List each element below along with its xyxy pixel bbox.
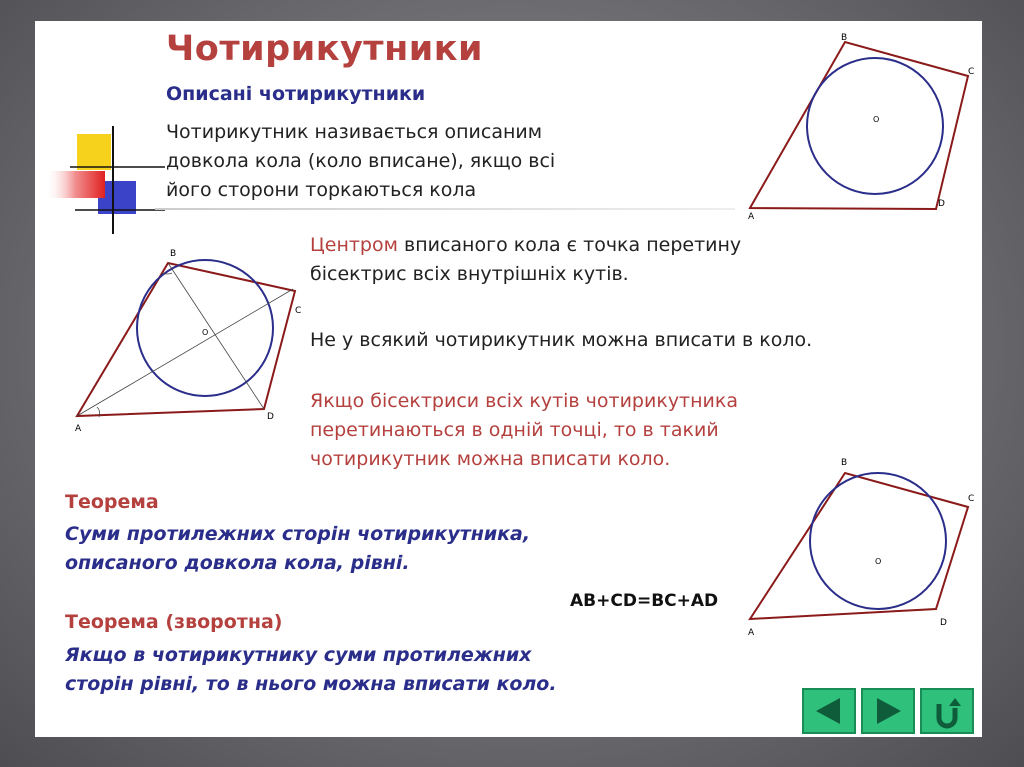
label-o: O: [875, 557, 882, 566]
forward-icon: [863, 690, 913, 732]
back-icon: [804, 690, 854, 732]
label-b: B: [170, 249, 177, 259]
label-o: O: [202, 328, 209, 337]
quadrilateral-figure-bisectors: [65, 241, 315, 441]
definition-text: [166, 118, 555, 205]
forward-button[interactable]: [861, 688, 915, 734]
return-icon: [922, 690, 972, 732]
label-b: B: [841, 458, 848, 468]
label-b: B: [841, 33, 848, 43]
quadrilateral-figure-bottom: [738, 451, 978, 641]
label-c: C: [968, 494, 975, 504]
theorem-heading: Теорема: [65, 491, 159, 513]
label-d: D: [267, 412, 274, 422]
label-a: A: [748, 628, 755, 638]
label-c: C: [968, 67, 975, 77]
theorem-line: сторін рівні, то в нього можна вписати коло.: [65, 673, 557, 695]
condition-line: Якщо бісектриси всіх кутів чотирикутника: [310, 390, 739, 412]
label-d: D: [940, 618, 947, 628]
condition-text: [310, 387, 738, 474]
center-term: Центром: [310, 234, 398, 256]
slide: [35, 21, 982, 737]
theorem-line: Суми протилежних сторін чотирикутника,: [65, 523, 531, 545]
converse-theorem-heading: Теорема (зворотна): [65, 611, 283, 633]
theorem-line: описаного довкола кола, рівні.: [65, 552, 410, 574]
definition-line: довкола кола (коло вписане), якщо всі: [166, 150, 556, 172]
label-c: C: [295, 306, 302, 316]
definition-line: його сторони торкаються кола: [166, 179, 477, 201]
return-button[interactable]: [920, 688, 974, 734]
decorative-squares-icon: [40, 126, 170, 236]
condition-line: перетинаються в одній точці, то в такий: [310, 419, 719, 441]
divider: [155, 208, 735, 210]
formula: AB+CD=BC+AD: [570, 591, 719, 611]
center-rest: вписаного кола є точка перетину: [397, 234, 742, 256]
theorem-line: Якщо в чотирикутнику суми протилежних: [65, 644, 532, 666]
label-a: A: [75, 424, 82, 434]
center-statement: [310, 231, 741, 260]
quadrilateral-figure-top: [738, 26, 978, 226]
theorem-body: [65, 520, 530, 578]
label-o: O: [873, 115, 880, 124]
label-a: A: [748, 212, 755, 222]
converse-theorem-body: [65, 641, 557, 699]
back-button[interactable]: [802, 688, 856, 734]
label-d: D: [938, 199, 945, 209]
condition-line: чотирикутник можна вписати коло.: [310, 448, 671, 470]
definition-line: Чотирикутник називається описаним: [166, 121, 543, 143]
center-line2: бісектрис всіх внутрішніх кутів.: [310, 263, 629, 285]
page-title: Чотирикутники: [166, 29, 484, 69]
not-every-text: Не у всякий чотирикутник можна вписати в коло.: [310, 329, 813, 351]
subtitle: Описані чотирикутники: [166, 83, 426, 105]
